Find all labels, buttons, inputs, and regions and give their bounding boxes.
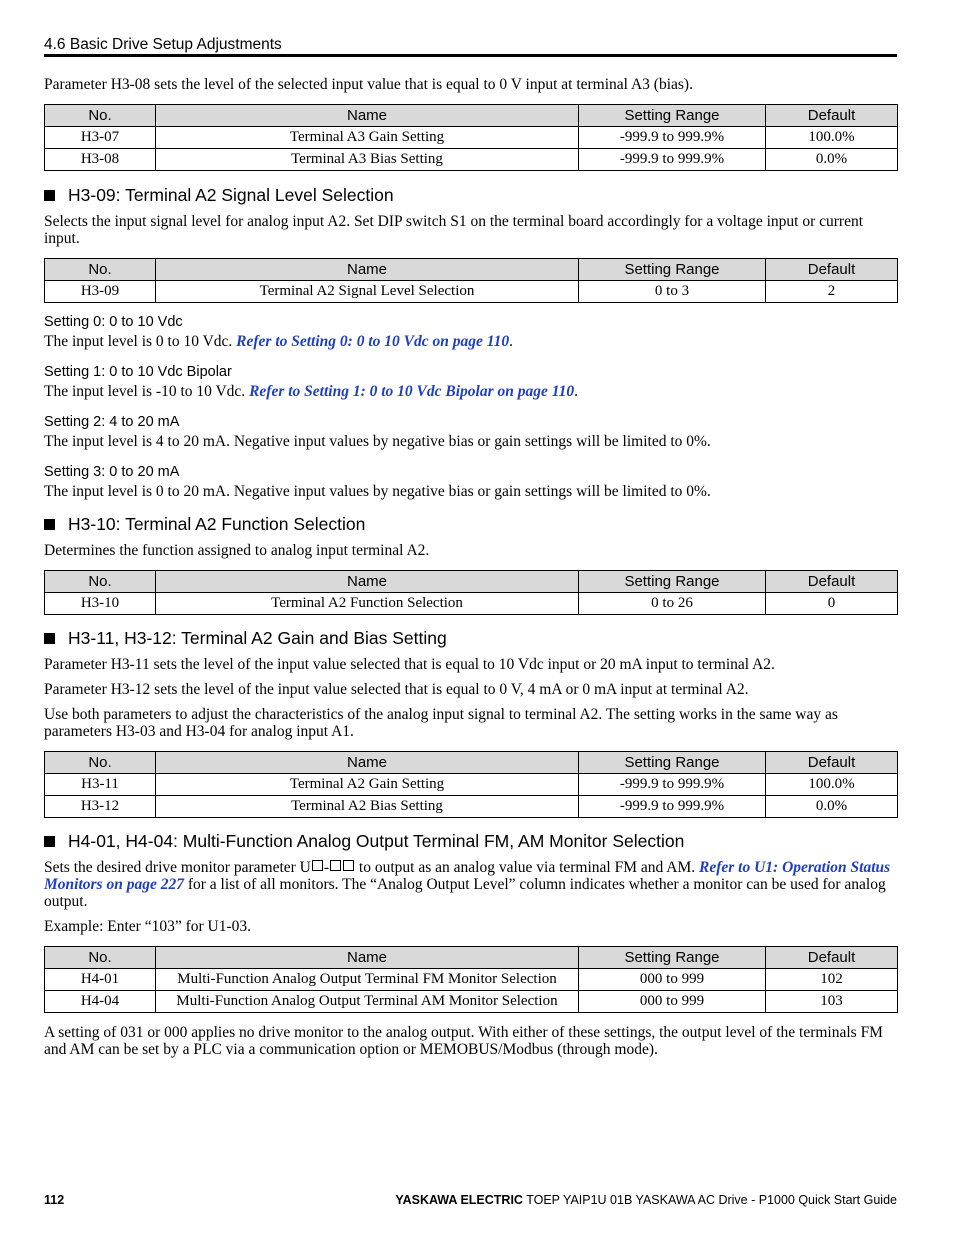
- table-row: [45, 969, 898, 991]
- heading-text: H3-09: Terminal A2 Signal Level Selection: [68, 185, 394, 205]
- col-header-range: Setting Range: [579, 571, 766, 593]
- cell-range: 0 to 26: [579, 593, 766, 615]
- section-title: 4.6 Basic Drive Setup Adjustments: [44, 36, 282, 53]
- footer-doc-title: TOEP YAIP1U 01B YASKAWA AC Drive - P1000 Quick Start Guide: [522, 1193, 897, 1207]
- heading-text: H4-01, H4-04: Multi-Function Analog Output Terminal FM, AM Monitor Selection: [68, 831, 685, 851]
- placeholder-box-icon: [343, 860, 354, 871]
- col-header-default: Default: [766, 752, 898, 774]
- cell-range: 0 to 3: [579, 281, 766, 303]
- h3-11-paragraph-3: Use both parameters to adjust the characteristics of the analog input signal to terminal A2. The setting works in the same way as parameters H3-03 and H3-04 for analog input A1.: [44, 706, 838, 740]
- intro-paragraph: Parameter H3-08 sets the level of the selected input value that is equal to 0 V input at terminal A3 (bias).: [44, 76, 693, 93]
- col-header-name: Name: [156, 105, 579, 127]
- heading-h3-09: [44, 185, 897, 206]
- cell-no: H3-12: [45, 796, 156, 818]
- h3-11-paragraph-2: Parameter H3-12 sets the level of the input value selected that is equal to 0 V, 4 mA or 0 mA input at terminal A2.: [44, 681, 749, 698]
- cell-name: Terminal A2 Function Selection: [156, 593, 579, 615]
- param-table-h3-09: [44, 258, 898, 303]
- cell-name: Multi-Function Analog Output Terminal FM Monitor Selection: [156, 969, 579, 991]
- cell-no: H3-10: [45, 593, 156, 615]
- setting-title: Setting 3: 0 to 20 mA: [44, 464, 180, 480]
- placeholder-box-icon: [312, 860, 323, 871]
- col-header-name: Name: [156, 752, 579, 774]
- param-table-h3-07: [44, 104, 898, 171]
- placeholder-box-icon: [330, 860, 341, 871]
- param-table-h3-10: [44, 570, 898, 615]
- footer-brand: YASKAWA ELECTRIC: [395, 1193, 523, 1207]
- col-header-no: No.: [45, 752, 156, 774]
- h4-01-closing-paragraph: A setting of 031 or 000 applies no drive monitor to the analog output. With either of these settings, the output level of the terminals FM and AM can be set by a PLC via a communication option or MEMOBUS/Modbus (through mode).: [44, 1024, 883, 1058]
- col-header-range: Setting Range: [579, 105, 766, 127]
- table-row: [45, 127, 898, 149]
- h4-01-example: Example: Enter “103” for U1-03.: [44, 918, 252, 935]
- cross-reference-link[interactable]: Refer to Setting 0: 0 to 10 Vdc on page 110: [236, 333, 510, 350]
- table-row: [45, 593, 898, 615]
- cell-default: 2: [766, 281, 898, 303]
- setting-title: Setting 2: 4 to 20 mA: [44, 414, 180, 430]
- cross-reference-link[interactable]: Refer to Setting 1: 0 to 10 Vdc Bipolar on page 110: [249, 383, 575, 400]
- col-header-default: Default: [766, 259, 898, 281]
- col-header-name: Name: [156, 571, 579, 593]
- table-row: [45, 149, 898, 171]
- cell-no: H3-11: [45, 774, 156, 796]
- cell-default: 0.0%: [766, 149, 898, 171]
- cell-no: H4-01: [45, 969, 156, 991]
- table-header-row: [45, 947, 898, 969]
- table-header-row: [45, 752, 898, 774]
- col-header-range: Setting Range: [579, 752, 766, 774]
- cell-default: 102: [766, 969, 898, 991]
- param-table-h3-11: [44, 751, 898, 818]
- section-header: [44, 35, 897, 57]
- col-header-no: No.: [45, 947, 156, 969]
- setting-3: Setting 3: 0 to 20 mA The input level is 0 to 20 mA. Negative input values by negative bias or gain settings will be limited to 0%.: [44, 464, 897, 500]
- col-header-range: Setting Range: [579, 947, 766, 969]
- cell-range: 000 to 999: [579, 969, 766, 991]
- cell-range: -999.9 to 999.9%: [579, 127, 766, 149]
- table-row: [45, 796, 898, 818]
- heading-text: H3-11, H3-12: Terminal A2 Gain and Bias Setting: [68, 628, 447, 648]
- square-bullet-icon: [44, 519, 55, 530]
- cell-range: -999.9 to 999.9%: [579, 149, 766, 171]
- h3-11-paragraph-1: Parameter H3-11 sets the level of the input value selected that is equal to 10 Vdc input or 20 mA input to terminal A2.: [44, 656, 775, 673]
- square-bullet-icon: [44, 836, 55, 847]
- heading-text: H3-10: Terminal A2 Function Selection: [68, 514, 366, 534]
- table-row: [45, 991, 898, 1013]
- page-number: 112: [44, 1193, 65, 1207]
- square-bullet-icon: [44, 190, 55, 201]
- cell-name: Terminal A2 Bias Setting: [156, 796, 579, 818]
- cell-default: 100.0%: [766, 127, 898, 149]
- heading-h4-01: [44, 831, 897, 852]
- cell-no: H4-04: [45, 991, 156, 1013]
- cell-range: 000 to 999: [579, 991, 766, 1013]
- square-bullet-icon: [44, 633, 55, 644]
- table-header-row: [45, 105, 898, 127]
- cell-default: 100.0%: [766, 774, 898, 796]
- cell-default: 0: [766, 593, 898, 615]
- h3-10-description: Determines the function assigned to analog input terminal A2.: [44, 542, 430, 559]
- cell-default: 103: [766, 991, 898, 1013]
- setting-1: Setting 1: 0 to 10 Vdc Bipolar The input level is -10 to 10 Vdc. Refer to Setting 1: 0 to 10 Vdc Bipolar on page 110.: [44, 364, 897, 400]
- cell-no: H3-08: [45, 149, 156, 171]
- h3-09-description: Selects the input signal level for analog input A2. Set DIP switch S1 on the terminal board accordingly for a voltage input or current input.: [44, 213, 864, 247]
- setting-title: Setting 0: 0 to 10 Vdc: [44, 314, 183, 330]
- table-header-row: [45, 259, 898, 281]
- cell-no: H3-09: [45, 281, 156, 303]
- param-table-h4-01: [44, 946, 898, 1013]
- cell-range: -999.9 to 999.9%: [579, 796, 766, 818]
- cell-default: 0.0%: [766, 796, 898, 818]
- col-header-range: Setting Range: [579, 259, 766, 281]
- col-header-no: No.: [45, 571, 156, 593]
- col-header-default: Default: [766, 105, 898, 127]
- cell-name: Terminal A3 Bias Setting: [156, 149, 579, 171]
- table-row: [45, 774, 898, 796]
- table-header-row: [45, 571, 898, 593]
- col-header-default: Default: [766, 571, 898, 593]
- cell-range: -999.9 to 999.9%: [579, 774, 766, 796]
- setting-2: Setting 2: 4 to 20 mA The input level is 4 to 20 mA. Negative input values by negative bias or gain settings will be limited to 0%.: [44, 414, 897, 450]
- heading-h3-10: [44, 514, 897, 535]
- cell-name: Terminal A3 Gain Setting: [156, 127, 579, 149]
- col-header-name: Name: [156, 947, 579, 969]
- cell-no: H3-07: [45, 127, 156, 149]
- table-row: [45, 281, 898, 303]
- col-header-default: Default: [766, 947, 898, 969]
- col-header-name: Name: [156, 259, 579, 281]
- cell-name: Terminal A2 Signal Level Selection: [156, 281, 579, 303]
- heading-h3-11: [44, 628, 897, 649]
- cell-name: Terminal A2 Gain Setting: [156, 774, 579, 796]
- col-header-no: No.: [45, 259, 156, 281]
- setting-title: Setting 1: 0 to 10 Vdc Bipolar: [44, 364, 232, 380]
- col-header-no: No.: [45, 105, 156, 127]
- cell-name: Multi-Function Analog Output Terminal AM Monitor Selection: [156, 991, 579, 1013]
- h4-01-description: Sets the desired drive monitor parameter U - to output as an analog value via terminal FM and AM. Refer to U1: Operation Status Monitors on page 227 for a list of all monitors. The “Analog Output Level” column indicates whether a monitor can be used for analog output.: [44, 859, 891, 910]
- footer-doc-info: [395, 1193, 897, 1207]
- cross-reference-link[interactable]: Refer to U1: Operation Status Monitors on page 227: [44, 859, 891, 893]
- setting-0: Setting 0: 0 to 10 Vdc The input level is 0 to 10 Vdc. Refer to Setting 0: 0 to 10 Vdc on page 110.: [44, 314, 897, 350]
